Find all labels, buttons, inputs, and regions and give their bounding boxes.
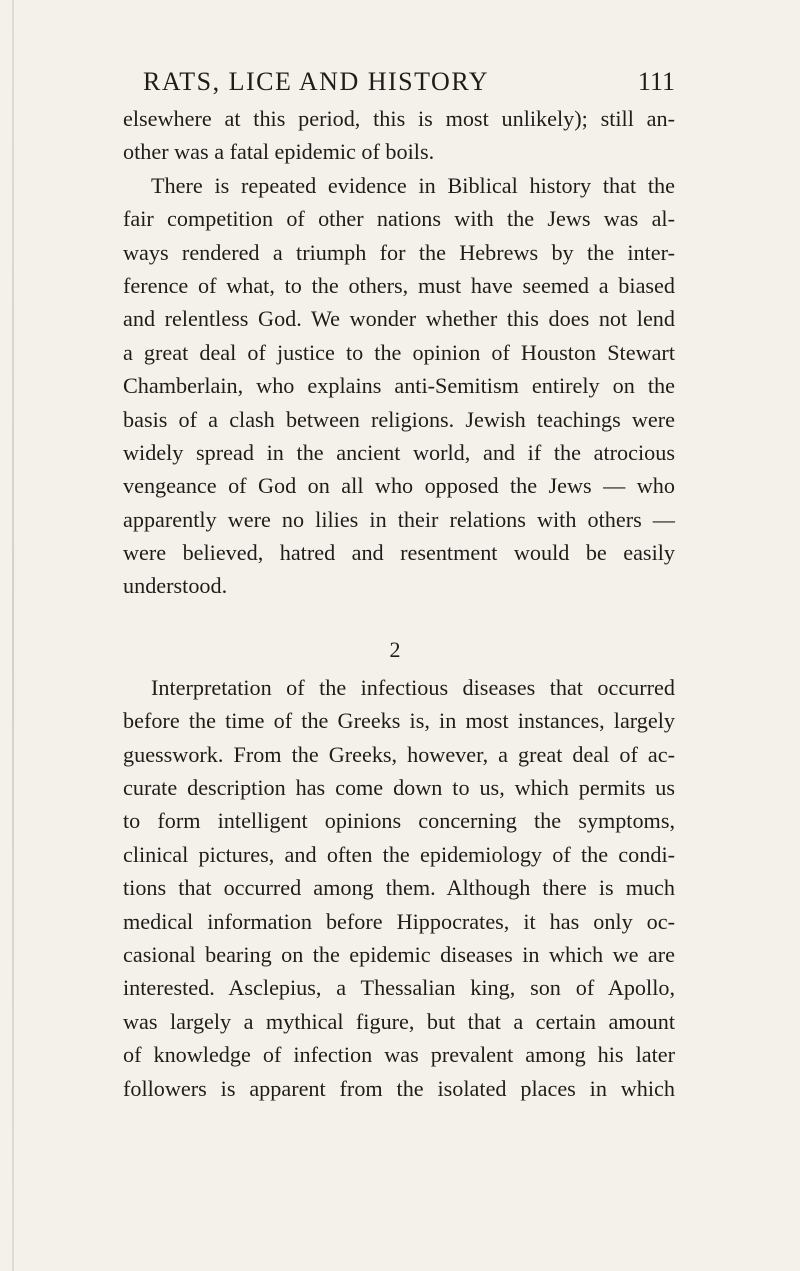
text-line: guesswork. From the Greeks, however, a great deal of ac- bbox=[123, 741, 675, 767]
text-line: interested. Asclepius, a Thessalian king, son of Apollo, bbox=[123, 975, 675, 1001]
text-line: curate description has come down to us, which permits us bbox=[123, 775, 675, 801]
running-head-title: RATS, LICE AND HISTORY bbox=[143, 67, 490, 96]
text-line: a great deal of justice to the opinion of Houston Stewart bbox=[123, 339, 675, 365]
text-line: understood. bbox=[123, 573, 228, 599]
text-line: of knowledge of infection was prevalent among his later bbox=[123, 1042, 675, 1068]
text-line: and relentless God. We wonder whether this does not lend bbox=[123, 306, 675, 332]
text-line: ways rendered a triumph for the Hebrews by the inter- bbox=[123, 239, 675, 265]
section-number: 2 bbox=[389, 636, 401, 662]
running-head bbox=[143, 62, 675, 102]
text-line: fair competition of other nations with the Jews was al- bbox=[123, 206, 675, 232]
page-spine-edge bbox=[12, 0, 14, 1271]
text-line: Chamberlain, who explains anti-Semitism entirely on the bbox=[123, 373, 675, 399]
text-line: vengeance of God on all who opposed the Jews — who bbox=[123, 473, 675, 499]
text-line: basis of a clash between religions. Jewish teachings were bbox=[123, 406, 675, 432]
text-line: tions that occurred among them. Although there is much bbox=[123, 875, 675, 901]
text-line: casional bearing on the epidemic diseases in which we are bbox=[123, 941, 675, 967]
text-line: apparently were no lilies in their relations with others — bbox=[123, 506, 675, 532]
text-line: There is repeated evidence in Biblical history that the bbox=[151, 172, 675, 198]
book-page bbox=[123, 62, 675, 1105]
text-line: before the time of the Greeks is, in most instances, largely bbox=[123, 708, 675, 734]
page-number: 111 bbox=[637, 67, 675, 96]
text-line: ference of what, to the others, must have seemed a biased bbox=[123, 272, 675, 298]
text-line: clinical pictures, and often the epidemiology of the condi- bbox=[123, 841, 675, 867]
text-line: elsewhere at this period, this is most unlikely); still an- bbox=[123, 106, 675, 131]
text-line: other was a fatal epidemic of boils. bbox=[123, 139, 435, 165]
text-line: followers is apparent from the isolated places in which bbox=[123, 1075, 675, 1101]
paragraph bbox=[123, 671, 675, 1105]
text-line: widely spread in the ancient world, and if the atrocious bbox=[123, 439, 675, 465]
paragraph bbox=[123, 169, 675, 603]
paragraph-continuation bbox=[123, 102, 675, 169]
text-line: were believed, hatred and resentment would be easily bbox=[123, 540, 675, 566]
text-line: medical information before Hippocrates, it has only oc- bbox=[123, 908, 675, 934]
text-line: was largely a mythical figure, but that a certain amount bbox=[123, 1008, 675, 1034]
text-line: to form intelligent opinions concerning the symptoms, bbox=[123, 808, 675, 834]
text-line: Interpretation of the infectious diseases that occurred bbox=[151, 674, 675, 700]
